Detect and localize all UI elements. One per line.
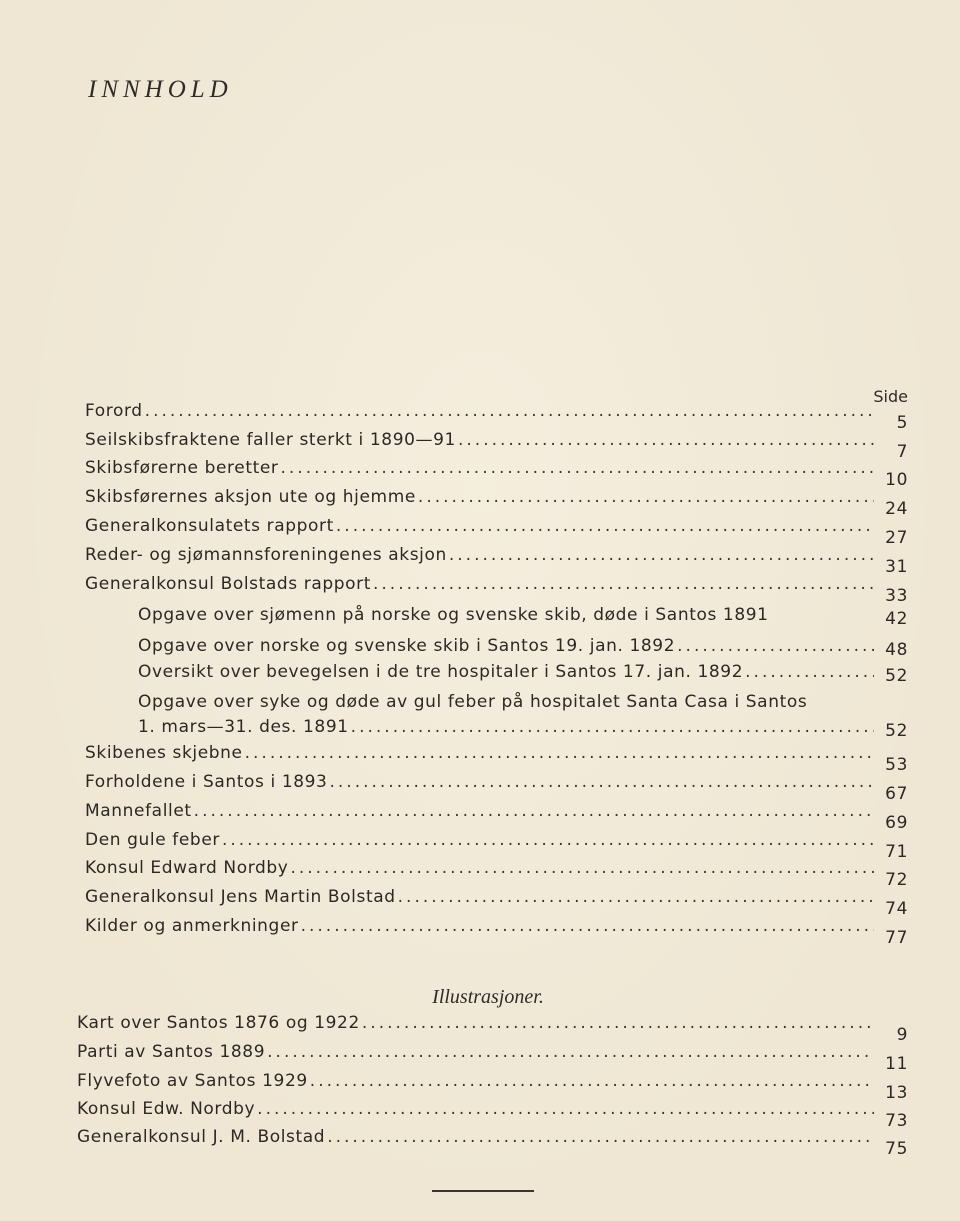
toc-entry-title: Generalkonsulatets rapport (85, 516, 334, 536)
toc-entry-title: 1. mars—31. des. 1891 (138, 717, 349, 737)
dot-leader (398, 887, 874, 907)
illustration-title: Kart over Santos 1876 og 1922 (77, 1013, 360, 1033)
dot-leader (257, 1099, 874, 1119)
toc-entry-page: 74 (885, 899, 908, 919)
dot-leader (336, 516, 874, 536)
toc-entry-title: Den gule feber (85, 830, 220, 850)
dot-leader (222, 830, 874, 850)
dot-leader (351, 717, 874, 737)
illustration-title: Konsul Edw. Nordby (77, 1099, 256, 1119)
dot-leader (194, 801, 874, 821)
dot-leader (373, 574, 874, 594)
illustration-page: 13 (885, 1083, 908, 1103)
illustration-title: Parti av Santos 1889 (77, 1042, 266, 1062)
toc-entry-page: 67 (885, 784, 908, 804)
toc-entry-page: 52 (885, 666, 908, 686)
dot-leader (267, 1042, 874, 1062)
dot-leader (449, 545, 874, 565)
dot-leader (745, 662, 874, 682)
illustrations-heading (0, 986, 960, 1009)
toc-entry-title: Forholdene i Santos i 1893 (85, 772, 328, 792)
dot-leader (245, 743, 874, 763)
page-heading: INNHOLD (88, 76, 233, 103)
toc-entry (85, 458, 908, 490)
toc-subentry (138, 636, 908, 664)
toc-entry-page: 10 (885, 470, 908, 490)
toc-entry (85, 858, 908, 890)
illustration-entry (77, 1071, 908, 1103)
toc-entry (85, 916, 908, 948)
illustration-entry (77, 1127, 908, 1159)
toc-subentry (138, 717, 908, 745)
toc-entry-page: 52 (885, 721, 908, 741)
toc-entry (85, 887, 908, 919)
page-column-label: Side (873, 387, 908, 406)
toc-entry-title: Skibsførerne beretter (85, 458, 279, 478)
toc-entry-title: Mannefallet (85, 801, 192, 821)
toc-entry-page: 77 (885, 928, 908, 948)
illustration-title: Flyvefoto av Santos 1929 (77, 1071, 308, 1091)
toc-entry-title: Forord (85, 401, 143, 421)
toc-entry (85, 430, 908, 462)
illustration-entry (77, 1013, 908, 1045)
toc-entry (85, 574, 908, 606)
toc-entry-title: Reder- og sjømannsforeningenes aksjon (85, 545, 447, 565)
dot-leader (677, 636, 874, 656)
illustrations-heading-text: Illustrasjoner. (432, 986, 544, 1008)
dot-leader (362, 1013, 874, 1033)
dot-leader (310, 1071, 874, 1091)
toc-entry-page: 48 (885, 640, 908, 660)
toc-entry (85, 401, 908, 433)
toc-subentry (138, 605, 908, 633)
toc-entry-title: Skibenes skjebne (85, 743, 243, 763)
toc-entry-page: 72 (885, 870, 908, 890)
dot-leader (329, 772, 874, 792)
toc-subentry (138, 662, 908, 690)
toc-entry (85, 516, 908, 548)
dot-leader (281, 458, 875, 478)
toc-entry-title: Opgave over syke og døde av gul feber på hospitalet Santa Casa i Santos (138, 692, 808, 712)
illustration-entry (77, 1042, 908, 1074)
toc-entry (85, 487, 908, 519)
toc-entry-page: 33 (885, 586, 908, 606)
toc-subentry (138, 692, 908, 720)
dot-leader (145, 401, 874, 421)
toc-entry-title: Skibsførernes aksjon ute og hjemme (85, 487, 416, 507)
toc-entry (85, 743, 908, 775)
toc-entry-page: 5 (896, 413, 908, 433)
dot-leader (418, 487, 874, 507)
toc-entry-title: Generalkonsul Jens Martin Bolstad (85, 887, 396, 907)
toc-entry (85, 545, 908, 577)
toc-entry-title: Kilder og anmerkninger (85, 916, 299, 936)
toc-entry-page: 42 (885, 609, 908, 629)
toc-entry-page: 31 (885, 557, 908, 577)
toc-entry-title: Opgave over norske og svenske skib i Santos 19. jan. 1892 (138, 636, 676, 656)
dot-leader (290, 858, 874, 878)
dot-leader (327, 1127, 874, 1147)
toc-entry (85, 830, 908, 862)
toc-entry-page: 24 (885, 499, 908, 519)
toc-entry-page: 71 (885, 842, 908, 862)
toc-entry-page: 7 (896, 442, 908, 462)
toc-entry-page: 27 (885, 528, 908, 548)
toc-entry (85, 801, 908, 833)
dot-leader (301, 916, 874, 936)
toc-entry (85, 772, 908, 804)
toc-entry-title: Generalkonsul Bolstads rapport (85, 574, 371, 594)
toc-entry-page: 53 (885, 755, 908, 775)
toc-entry-title: Opgave over sjømenn på norske og svenske skib, døde i Santos 1891 (138, 605, 769, 625)
toc-entry-title: Konsul Edward Nordby (85, 858, 289, 878)
illustration-page: 73 (885, 1111, 908, 1131)
illustration-title: Generalkonsul J. M. Bolstad (77, 1127, 326, 1147)
dot-leader (458, 430, 874, 450)
toc-entry-title: Seilskibsfraktene faller sterkt i 1890—91 (85, 430, 456, 450)
toc-entry-title: Oversikt over bevegelsen i de tre hospitaler i Santos 17. jan. 1892 (138, 662, 744, 682)
toc-entry-page: 69 (885, 813, 908, 833)
end-rule (432, 1190, 534, 1192)
illustration-page: 9 (896, 1025, 908, 1045)
illustration-entry (77, 1099, 908, 1131)
illustration-page: 75 (885, 1139, 908, 1159)
illustration-page: 11 (885, 1054, 908, 1074)
